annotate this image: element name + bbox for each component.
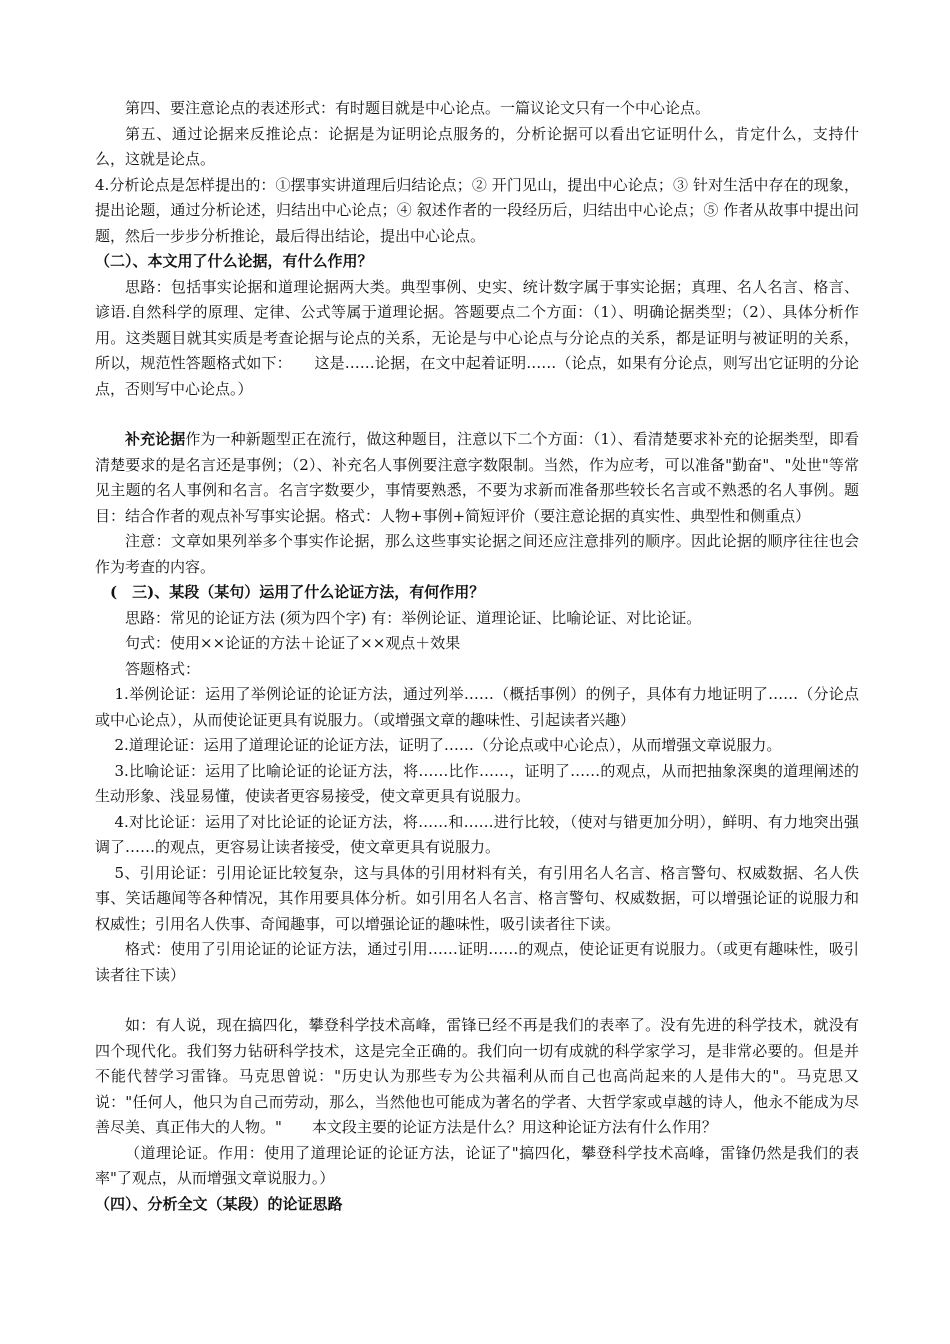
- paragraph-citation-argument: 5、引用论证：引用论证比较复杂，这与具体的引用材料有关，有引用名人名言、格言警句、权威数据、名人佚事、笑话趣闻等各种情况，其作用要具体分析。如引用名人名言、格言警句、权威数据，可以增强论证的说服力和权威性；引用名人佚事、奇闻趣事，可以增强论证的趣味性，吸引读者往下读。: [95, 863, 859, 933]
- section-heading-evidence: （二）、本文用了什么论据，有什么作用？: [95, 252, 373, 270]
- paragraph-example-answer: （道理论证。作用：使用了道理论证的论证方法，论证了"搞四化，攀登科学技术高峰，雷锋仍然是我们的表率"了观点，从而增强文章说服力。）: [95, 1143, 859, 1187]
- paragraph-citation-format: 格式：使用了引用论证的论证方法，通过引用……证明……的观点，使论证更有说服力。（或更有趣味性，吸引读者往下读）: [95, 940, 859, 984]
- paragraph-sentence-pattern: 句式：使用××论证的方法＋论证了××观点＋效果: [125, 634, 461, 652]
- paragraph-evidence-approach: 思路：包括事实论据和道理论据两大类。典型事例、史实、统计数字属于事实论据；真理、名人名言、格言、谚语.自然科学的原理、定律、公式等属于道理论据。答题要点二个方面：（1）、明确论据类型；（2）、具体分析作用。这类题目就其实质是考查论据与论点的关系，无论是与中心论点与分论点的关系，都是证明与被证明的关系，所以，规范性答题格式如下： 这是……论据，在文中起着证明……（论点，如果有分论点，则写出它证明的分论点，否则写中心论点。）: [95, 277, 859, 398]
- paragraph-reasoning-argument: 2.道理论证：运用了道理论证的论证方法，证明了……（分论点或中心论点），从而增强文章说服力。: [114, 736, 782, 754]
- paragraph-contrast-argument: 4.对比论证：运用了对比论证的论证方法，将……和……进行比较，（使对与错更加分明），鲜明、有力地突出强调了……的观点，更容易让读者接受，使文章更具有说服力。: [95, 812, 859, 856]
- paragraph-point-five: 第五、通过论据来反推论点：论据是为证明论点服务的，分析论据可以看出它证明什么，肯定什么，支持什么，这就是论点。: [95, 124, 859, 168]
- paragraph-methods-approach: 思路：常见的论证方法 (须为四个字) 有：举例论证、道理论证、比喻论证、对比论证。: [125, 608, 702, 627]
- section-heading-argument-structure: （四）、分析全文（某段）的论证思路: [95, 1194, 343, 1213]
- blank-line: [95, 988, 859, 1013]
- document-page: [95, 96, 859, 1217]
- paragraph-example-argument: 1.举例论证：运用了举例论证的论证方法，通过列举……（概括事例）的例子，具体有力地证明了……（分论点或中心论点），从而使论证更具有说服力。（或增强文章的趣味性、引起读者兴趣）: [95, 685, 859, 729]
- paragraph-supplementary-evidence: [95, 427, 859, 529]
- supplementary-evidence-term: 补充论据: [125, 430, 186, 448]
- paragraph-how-argument-raised: 4.分析论点是怎样提出的：①摆事实讲道理后归结论点；② 开门见山，提出中心论点；③ 针对生活中存在的现象，提出论题，通过分析论述，归结出中心论点；④ 叙述作者的一段经历后，归结出中心论点；⑤ 作者从故事中提出问题，然后一步步分析推论，最后得出结论，提出中心论点。: [95, 175, 859, 245]
- paragraph-metaphor-argument: 3.比喻论证：运用了比喻论证的论证方法，将……比作……，证明了……的观点，从而把抽象深奥的道理阐述的生动形象、浅显易懂，使读者更容易接受，使文章更具有说服力。: [95, 761, 859, 805]
- paragraph-example-passage: 如：有人说，现在搞四化，攀登科学技术高峰，雷锋已经不再是我们的表率了。没有先进的科学技术，就没有四个现代化。我们努力钻研科学技术，这是完全正确的。我们向一切有成就的科学家学习，是非常必要的。但是并不能代替学习雷锋。马克思曾说："历史认为那些专为公共福利从而自己也高尚起来的人是伟大的"。马克思又说："任何人，他只为自己而劳动，那么，当然他也可能成为著名的学者、大哲学家或卓越的诗人，他永不能成为尽善尽美、真正伟大的人物。" 本文段主要的论证方法是什么？用这种论证方法有什么作用？: [95, 1016, 859, 1136]
- section-heading-argument-methods: ( 三)、某段（某句）运用了什么论证方法，有何作用？: [110, 583, 485, 601]
- paragraph-answer-format-label: 答题格式：: [125, 659, 201, 678]
- paragraph-point-four: 第四、要注意论点的表述形式：有时题目就是中心论点。一篇议论文只有一个中心论点。: [125, 99, 711, 117]
- paragraph-evidence-order-note: 注意：文章如果列举多个事实作论据，那么这些事实论据之间还应注意排列的顺序。因此论据的顺序往往也会作为考查的内容。: [95, 532, 859, 576]
- blank-line: [95, 402, 859, 427]
- supplementary-evidence-text: 作为一种新题型正在流行，做这种题目，注意以下二个方面：（1）、看清楚要求补充的论据类型，即看清楚要求的是名言还是事例；（2）、补充名人事例要注意字数限制。当然，作为应考，可以准备"勤奋"、"处世"等常见主题的名人事例和名言。名言字数要少，事情要熟悉，不要为求新而准备那些较长名言或不熟悉的名人事例。题目：结合作者的观点补写事实论据。格式：人物+事例+简短评价（要注意论据的真实性、典型性和侧重点）: [95, 430, 859, 525]
